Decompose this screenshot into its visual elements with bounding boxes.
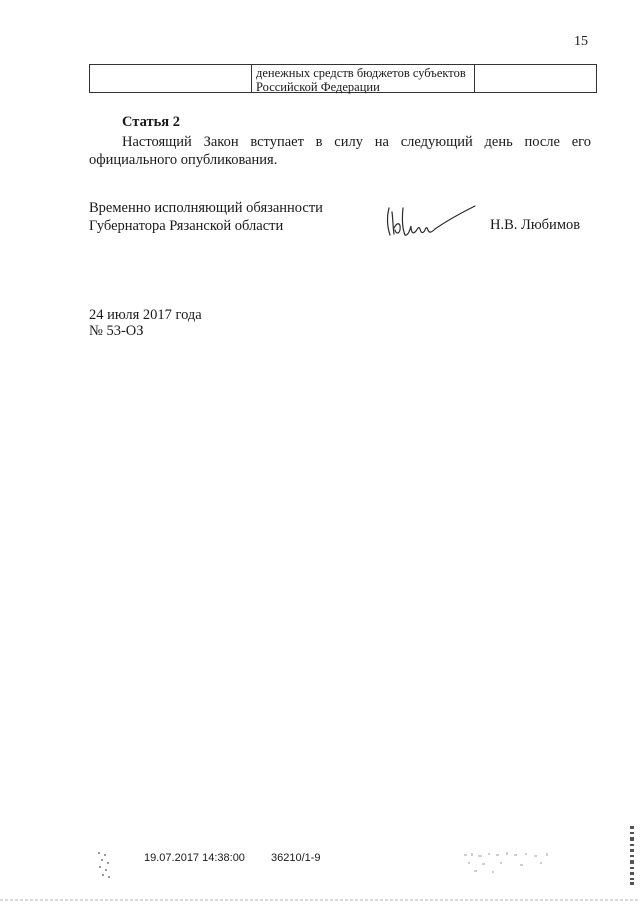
article-body: [89, 133, 591, 169]
law-number: № 53-ОЗ: [89, 323, 144, 339]
table-cell-empty-right: [474, 65, 596, 92]
signer-name: Н.В. Любимов: [490, 217, 581, 233]
table-cell-text: [256, 66, 476, 94]
scan-stamp-dots: [96, 850, 112, 880]
table-cell-empty-left: [90, 65, 252, 92]
table-fragment: [89, 64, 597, 93]
footer-registration-number: 36210/1-9: [271, 852, 321, 864]
table-cell-line: Российской Федерации: [256, 80, 380, 94]
law-date-number: [89, 307, 202, 339]
signer-title: [89, 199, 323, 235]
article-heading: Статья 2: [122, 114, 180, 130]
scan-edge-mark: [628, 826, 636, 886]
signer-title-line: Губернатора Рязанской области: [89, 218, 284, 234]
table-cell-line: денежных средств бюджетов субъектов: [256, 66, 466, 80]
signer-title-line: Временно исполняющий обязанности: [89, 200, 323, 216]
law-date: 24 июля 2017 года: [89, 307, 202, 323]
article-body-line: Настоящий Закон вступает в силу на следующий день после его: [122, 134, 591, 150]
scan-bottom-edge: [0, 899, 640, 901]
article-body-line: официального опубликования.: [89, 152, 278, 168]
handwritten-signature: [383, 204, 479, 240]
page-number: 15: [574, 34, 588, 49]
footer-datetime: 19.07.2017 14:38:00: [144, 852, 245, 864]
faded-barcode-mark: [462, 848, 558, 878]
